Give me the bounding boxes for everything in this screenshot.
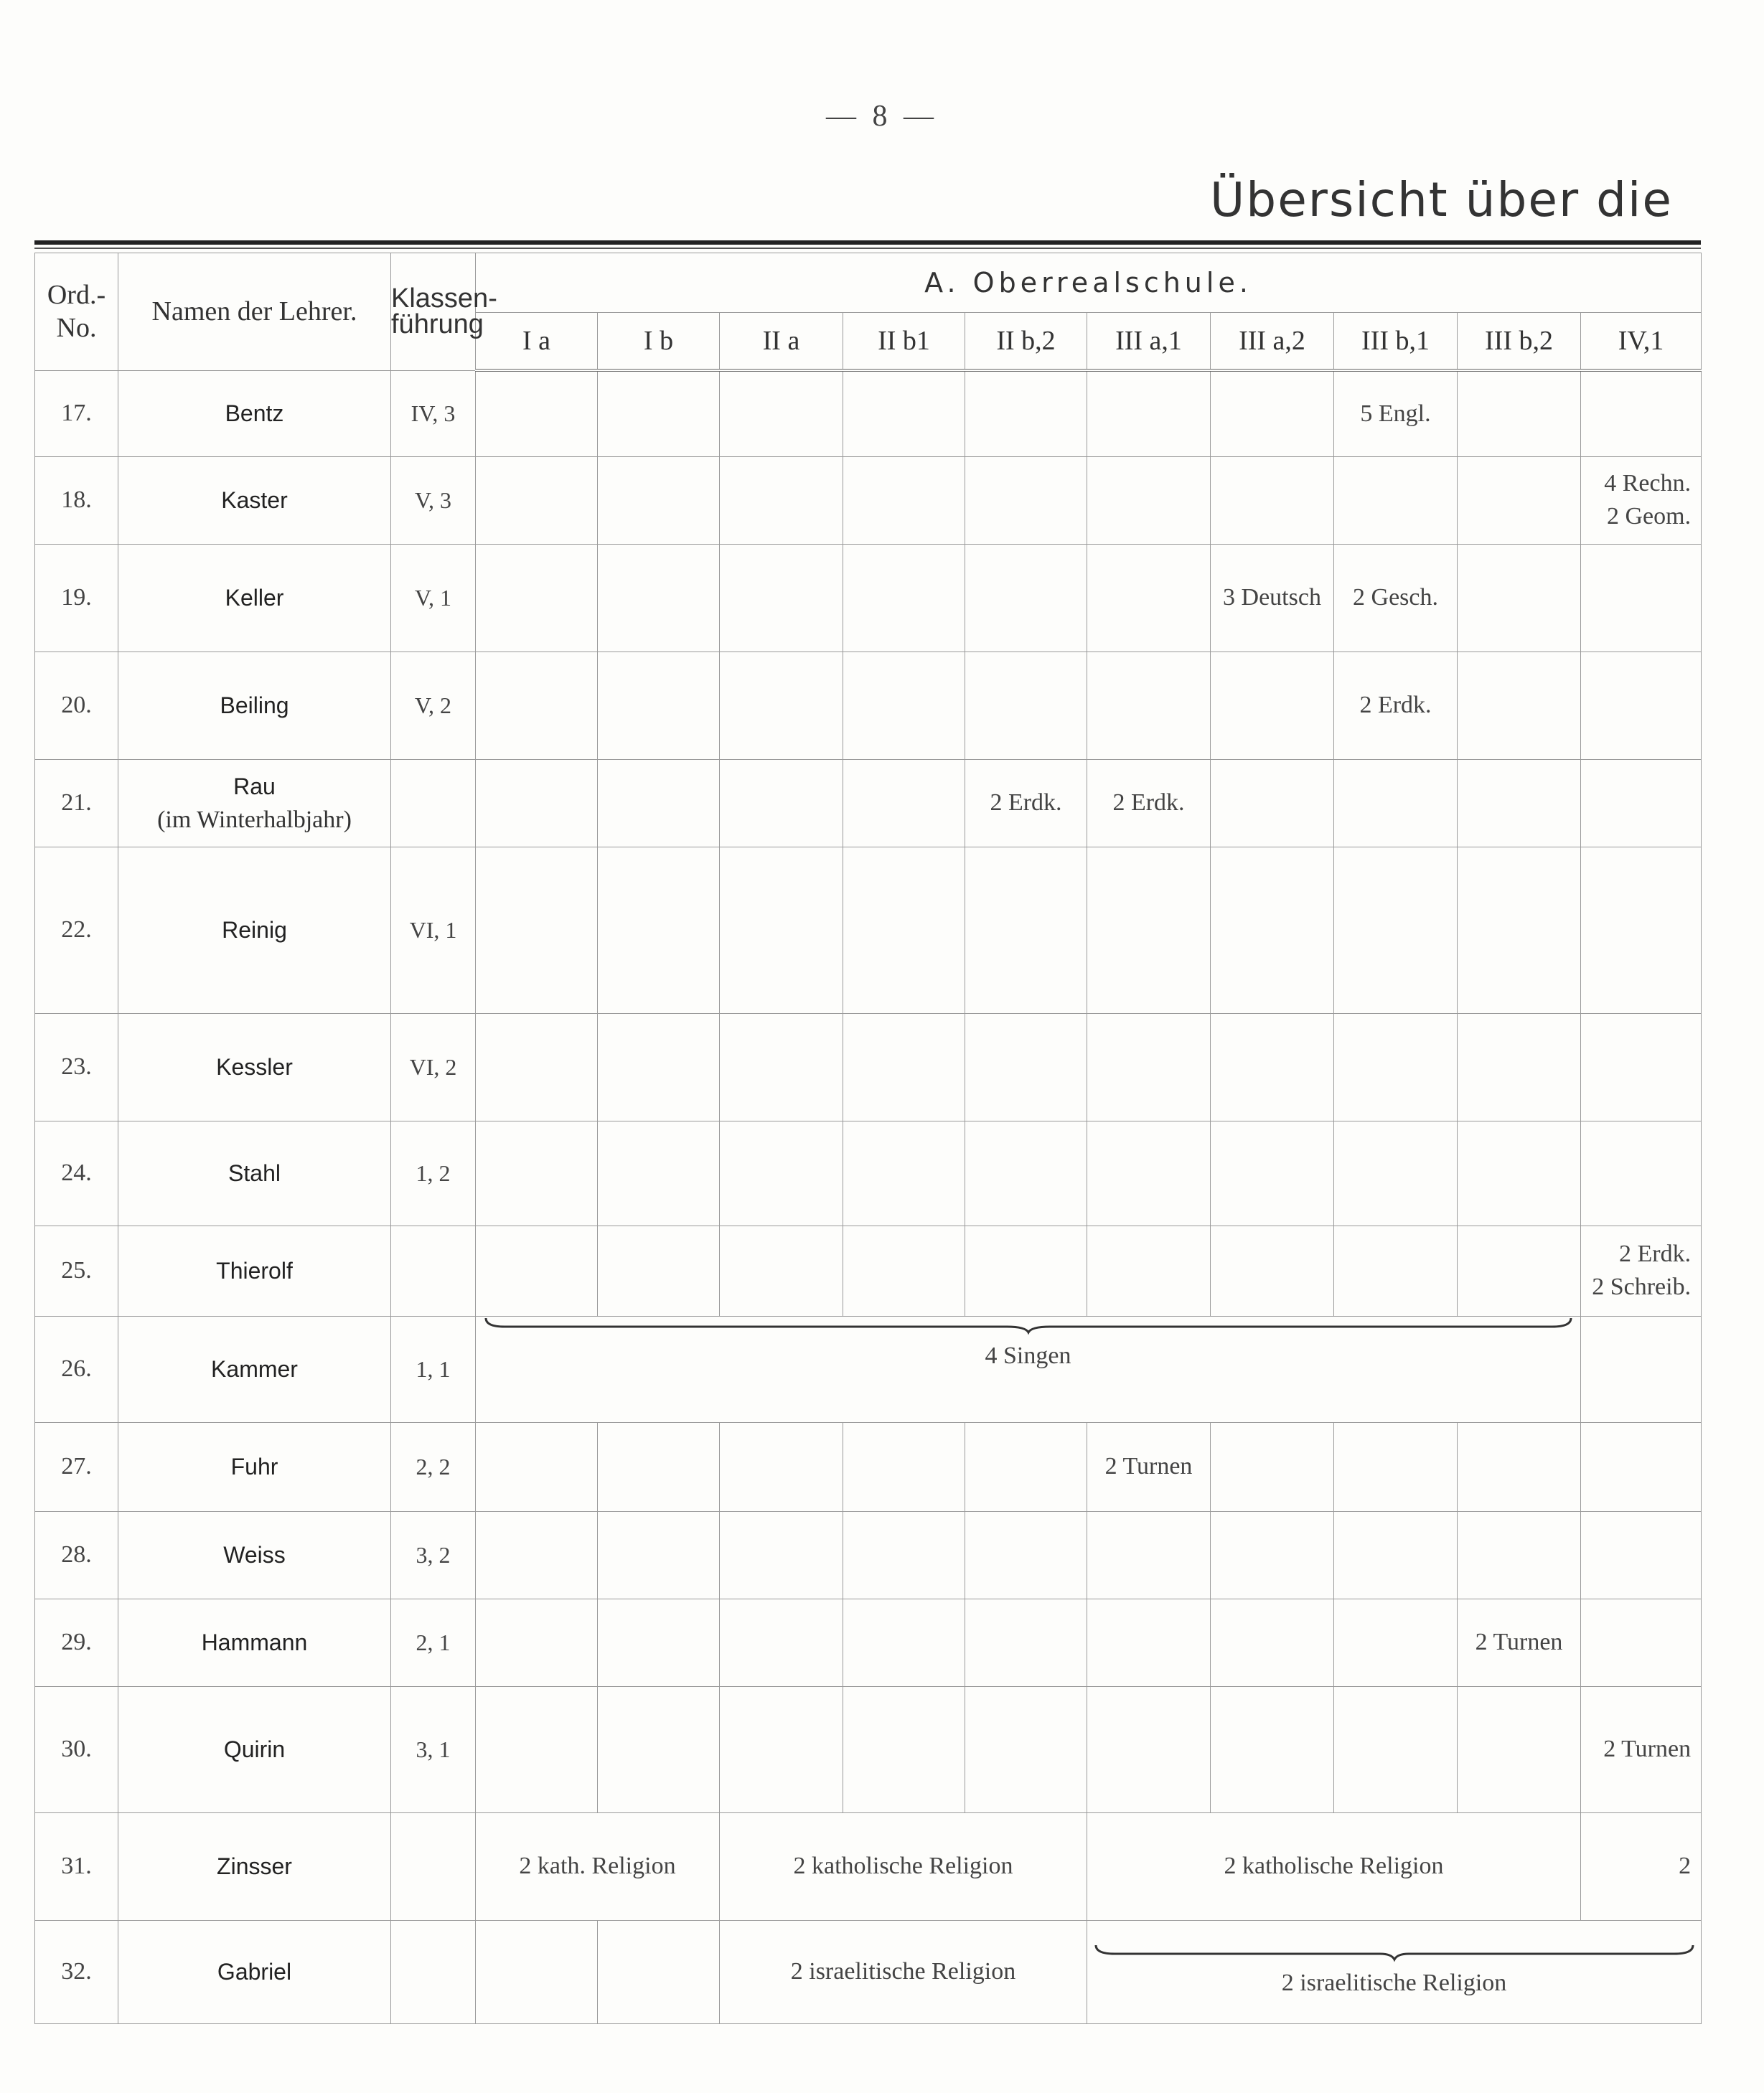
class-header-2: II a (720, 313, 843, 371)
teacher-name-text: Weiss (223, 1542, 286, 1568)
klassenfuehrung: 2, 2 (391, 1422, 476, 1511)
class-cell-iiia1 (1087, 1686, 1211, 1812)
class-cell-iv1 (1581, 370, 1702, 456)
class-cell-ib (598, 1686, 720, 1812)
table-row (35, 1686, 1702, 1812)
class-header-3: II b1 (843, 313, 965, 371)
row-number: 21. (35, 759, 118, 847)
class-cell-iib1 (843, 370, 965, 456)
class-cell-iiia2 (1211, 1599, 1334, 1686)
klassenfuehrung: IV, 3 (391, 370, 476, 456)
class-cell-iib1 (843, 1686, 965, 1812)
class-cell-iv1 (1581, 1121, 1702, 1226)
class-cell-iiia1 (1087, 1013, 1211, 1121)
class-cell-iib1 (843, 1121, 965, 1226)
class-cell-iib1 (843, 544, 965, 652)
table-row (35, 1013, 1702, 1121)
class-cell-ib (598, 1422, 720, 1511)
class-cell-iia (720, 847, 843, 1013)
class-cell-hb2 (1458, 1511, 1581, 1599)
class-cell-iib1 (843, 1511, 965, 1599)
row-number: 20. (35, 652, 118, 759)
class-cell-iiia2 (1211, 1686, 1334, 1812)
class-cell-iia (720, 1121, 843, 1226)
klassenfuehrung (391, 1812, 476, 1920)
class-cell-iia (720, 370, 843, 456)
table-row (35, 1812, 1702, 1920)
class-cell-iib2: 2 Erdk. (965, 759, 1087, 847)
table-row (35, 1226, 1702, 1316)
class-cell-iib2 (965, 847, 1087, 1013)
class-cell-iiia1: 2 Turnen (1087, 1422, 1211, 1511)
table-row (35, 1920, 1702, 2023)
isr-religion-text: 2 israelitische Religion (1281, 1970, 1507, 1996)
brace-icon (483, 1317, 1574, 1334)
brace-icon (1093, 1944, 1696, 1961)
teacher-name-text: Kaster (221, 487, 288, 513)
class-cell-iib2 (965, 370, 1087, 456)
class-header-5: III a,1 (1087, 313, 1211, 371)
class-cell-iib2 (965, 1013, 1087, 1121)
class-cell-hb2 (1458, 652, 1581, 759)
class-cell-ib (598, 370, 720, 456)
class-cell-ia (476, 652, 598, 759)
class-cell-iiia2 (1211, 370, 1334, 456)
class-cell-iib1 (843, 456, 965, 544)
class-cell-ia (476, 1599, 598, 1686)
class-cell-ib (598, 456, 720, 544)
teacher-name (118, 1686, 391, 1812)
class-cell-ia (476, 847, 598, 1013)
span-cell-text: 4 Singen (985, 1342, 1071, 1369)
kath-religion-iiia-iiib: 2 katholische Religion (1087, 1812, 1581, 1920)
class-cell-hb1 (1334, 1013, 1458, 1121)
class-cell-ib (598, 544, 720, 652)
class-cell-hb2 (1458, 456, 1581, 544)
class-cell-iiia2 (1211, 759, 1334, 847)
class-cell-hb2 (1458, 847, 1581, 1013)
class-cell-iiia1 (1087, 544, 1211, 652)
teacher-name-text: Kammer (211, 1356, 298, 1382)
isr-religion-iia-iib2: 2 israelitische Religion (720, 1920, 1087, 2023)
table-row (35, 759, 1702, 847)
teacher-name-text: Thierolf (216, 1258, 293, 1284)
row-number: 19. (35, 544, 118, 652)
teacher-name-text: Bentz (225, 400, 284, 426)
class-header-6: III a,2 (1211, 313, 1334, 371)
isr-religion-iiia-iv (1087, 1920, 1702, 2023)
row-number: 24. (35, 1121, 118, 1226)
class-cell-iv1: 2 Turnen (1581, 1686, 1702, 1812)
class-cell-iiia1 (1087, 456, 1211, 544)
header-kf-line1: Klassen- (391, 283, 497, 314)
class-cell-iiia1 (1087, 1599, 1211, 1686)
class-cell-ib (598, 1599, 720, 1686)
class-cell-hb2 (1458, 1686, 1581, 1812)
row-number: 23. (35, 1013, 118, 1121)
teacher-name (118, 1920, 391, 2023)
class-cell-iiia1 (1087, 1226, 1211, 1316)
class-cell-hb2 (1458, 759, 1581, 847)
class-cell-iiia2 (1211, 847, 1334, 1013)
class-cell-ia (476, 544, 598, 652)
class-cell-iiia2 (1211, 1226, 1334, 1316)
teacher-name (118, 1812, 391, 1920)
class-cell-hb2 (1458, 370, 1581, 456)
teacher-name-text: Fuhr (230, 1454, 278, 1480)
class-cell-iib2 (965, 1422, 1087, 1511)
class-cell-iiia1 (1087, 370, 1211, 456)
header-klassenfuehrung (391, 253, 497, 371)
class-cell-iia (720, 1511, 843, 1599)
class-cell (476, 1920, 598, 2023)
teacher-name-note: (im Winterhalbjahr) (157, 806, 352, 833)
class-cell-hb2: 2 Turnen (1458, 1599, 1581, 1686)
class-cell-iib1 (843, 1013, 965, 1121)
teacher-name (118, 652, 391, 759)
teacher-name-text: Keller (225, 585, 284, 611)
class-cell-iiia2 (1211, 1422, 1334, 1511)
klassenfuehrung: V, 2 (391, 652, 476, 759)
row-number: 22. (35, 847, 118, 1013)
class-cell-hb2 (1458, 1121, 1581, 1226)
teacher-name (118, 1599, 391, 1686)
class-cell-ia (476, 1226, 598, 1316)
class-cell-iia (720, 1686, 843, 1812)
class-cell-iv1 (1581, 1226, 1702, 1316)
class-cell-iv1 (1581, 847, 1702, 1013)
class-cell-iiia2 (1211, 1121, 1334, 1226)
class-cell-iib1 (843, 1226, 965, 1316)
class-cell-iia (720, 1013, 843, 1121)
class-cell-ib (598, 652, 720, 759)
class-cell-ia (476, 759, 598, 847)
klassenfuehrung: V, 1 (391, 544, 476, 652)
class-cell-ia (476, 1121, 598, 1226)
class-cell-iv1 (1581, 1511, 1702, 1599)
class-cell-iia (720, 652, 843, 759)
table-row (35, 1422, 1702, 1511)
kath-religion-ia-ib: 2 kath. Religion (476, 1812, 720, 1920)
class-cell-iia (720, 1226, 843, 1316)
klassenfuehrung: 3, 2 (391, 1511, 476, 1599)
class-cell-hb2 (1458, 1013, 1581, 1121)
class-cell-iiia1 (1087, 652, 1211, 759)
teacher-name-text: Zinsser (217, 1853, 292, 1879)
teacher-name-text: Quirin (223, 1736, 286, 1762)
table-row (35, 456, 1702, 544)
table-row (35, 652, 1702, 759)
header-group-oberrealschule: A. Oberrealschule. (476, 253, 1702, 313)
teacher-name (118, 847, 391, 1013)
teacher-name-text: Gabriel (217, 1959, 292, 1985)
klassenfuehrung: VI, 1 (391, 847, 476, 1013)
class-cell-iiia1: 2 Erdk. (1087, 759, 1211, 847)
class-cell-iiia2 (1211, 652, 1334, 759)
class-cell-iiia1 (1087, 1511, 1211, 1599)
class-header-1: I b (598, 313, 720, 371)
klassenfuehrung: V, 3 (391, 456, 476, 544)
class-cell-iv1 (1581, 1013, 1702, 1121)
class-cell-ia (476, 1422, 598, 1511)
class-cell-hb1 (1334, 759, 1458, 847)
class-cell-ia (476, 1013, 598, 1121)
class-cell-hb2 (1458, 1422, 1581, 1511)
class-cell-hb2 (1458, 1226, 1581, 1316)
class-cell-iib2 (965, 1511, 1087, 1599)
kath-religion-iv1: 2 (1581, 1812, 1702, 1920)
class-cell-iib2 (965, 1226, 1087, 1316)
class-cell-hb1 (1334, 1511, 1458, 1599)
klassenfuehrung: 1, 2 (391, 1121, 476, 1226)
class-header-9: IV,1 (1581, 313, 1702, 371)
table-row (35, 544, 1702, 652)
teacher-name (118, 1121, 391, 1226)
cell-line: 2 Schreib. (1592, 1274, 1692, 1300)
class-header-4: II b,2 (965, 313, 1087, 371)
teacher-name-text: Reinig (222, 917, 287, 943)
class-cell-iiia1 (1087, 847, 1211, 1013)
class-cell-iib2 (965, 1599, 1087, 1686)
span-cell-singen (476, 1316, 1581, 1422)
row-number: 25. (35, 1226, 118, 1316)
teacher-name (118, 1226, 391, 1316)
row-number: 30. (35, 1686, 118, 1812)
class-cell-hb1: 2 Gesch. (1334, 544, 1458, 652)
teacher-schedule-table (34, 253, 1702, 2024)
class-cell-iib2 (965, 544, 1087, 652)
class-cell-hb1 (1334, 1599, 1458, 1686)
table-row (35, 370, 1702, 456)
top-rule-thin (34, 248, 1701, 249)
class-cell-iv1 (1581, 652, 1702, 759)
class-header-8: III b,2 (1458, 313, 1581, 371)
class-cell-iib1 (843, 1422, 965, 1511)
class-cell-ia (476, 1511, 598, 1599)
teacher-name (118, 759, 391, 847)
table-row (35, 1121, 1702, 1226)
class-cell-ib (598, 1013, 720, 1121)
row-number: 17. (35, 370, 118, 456)
class-cell-hb1 (1334, 1686, 1458, 1812)
teacher-name-text: Beiling (220, 692, 289, 718)
class-cell-iia (720, 1599, 843, 1686)
class-cell-ia (476, 456, 598, 544)
class-cell-ia (476, 370, 598, 456)
teacher-name-text: Rau (233, 773, 276, 799)
klassenfuehrung: 1, 1 (391, 1316, 476, 1422)
teacher-name-text: Stahl (228, 1160, 281, 1186)
class-cell-ib (598, 847, 720, 1013)
class-cell-hb1 (1334, 1121, 1458, 1226)
class-cell (1581, 1316, 1702, 1422)
class-cell-iib1 (843, 652, 965, 759)
class-cell-iv1 (1581, 456, 1702, 544)
teacher-name (118, 1422, 391, 1511)
class-cell-iiia2 (1211, 1013, 1334, 1121)
header-ord-no-line2: No. (56, 313, 97, 344)
class-cell-iib2 (965, 1121, 1087, 1226)
page-number: — 8 — (826, 100, 938, 133)
row-number: 29. (35, 1599, 118, 1686)
klassenfuehrung: 2, 1 (391, 1599, 476, 1686)
class-cell-iiia1 (1087, 1121, 1211, 1226)
table-row (35, 1511, 1702, 1599)
class-cell-iia (720, 759, 843, 847)
cell-line: 4 Rechn. (1604, 470, 1692, 497)
teacher-name (118, 456, 391, 544)
top-rule (34, 240, 1701, 245)
class-cell-iia (720, 456, 843, 544)
cell-line: 2 Geom. (1607, 503, 1692, 530)
header-kf-line2: führung (391, 309, 484, 340)
class-cell-iiia2 (1211, 1511, 1334, 1599)
class-cell-ia (476, 1686, 598, 1812)
class-cell-iib1 (843, 1599, 965, 1686)
row-number: 18. (35, 456, 118, 544)
class-cell-hb1: 2 Erdk. (1334, 652, 1458, 759)
teacher-name (118, 1013, 391, 1121)
class-cell-hb1 (1334, 847, 1458, 1013)
class-cell-iv1 (1581, 1422, 1702, 1511)
klassenfuehrung: 3, 1 (391, 1686, 476, 1812)
class-cell-ib (598, 1121, 720, 1226)
row-number: 31. (35, 1812, 118, 1920)
class-cell-iib1 (843, 847, 965, 1013)
class-cell-hb1 (1334, 1422, 1458, 1511)
class-cell-iib2 (965, 1686, 1087, 1812)
kath-religion-iia-iib2: 2 katholische Religion (720, 1812, 1087, 1920)
class-cell-iia (720, 1422, 843, 1511)
class-cell-ib (598, 759, 720, 847)
class-cell-hb2 (1458, 544, 1581, 652)
class-cell-iv1 (1581, 1599, 1702, 1686)
table-row (35, 1316, 1702, 1422)
class-cell-ib (598, 1226, 720, 1316)
class-header-0: I a (476, 313, 598, 371)
klassenfuehrung (391, 1920, 476, 2023)
header-names: Namen der Lehrer. (118, 253, 391, 371)
class-cell-hb1: 5 Engl. (1334, 370, 1458, 456)
header-ord-no-line1: Ord.- (47, 280, 106, 311)
class-cell-ib (598, 1511, 720, 1599)
klassenfuehrung (391, 759, 476, 847)
class-cell-iiia2 (1211, 456, 1334, 544)
class-cell-iib1 (843, 759, 965, 847)
class-cell-hb1 (1334, 1226, 1458, 1316)
page-heading: Übersicht über die (1210, 172, 1673, 227)
teacher-name (118, 370, 391, 456)
table-row (35, 847, 1702, 1013)
klassenfuehrung: VI, 2 (391, 1013, 476, 1121)
class-cell-iv1 (1581, 759, 1702, 847)
row-number: 27. (35, 1422, 118, 1511)
class-cell-iiia2: 3 Deutsch (1211, 544, 1334, 652)
teacher-name (118, 1511, 391, 1599)
class-cell-iib2 (965, 652, 1087, 759)
teacher-name (118, 1316, 391, 1422)
class-cell (598, 1920, 720, 2023)
cell-line: 2 Erdk. (1619, 1241, 1692, 1267)
class-cell-hb1 (1334, 456, 1458, 544)
teacher-name-text: Kessler (216, 1054, 293, 1080)
row-number: 26. (35, 1316, 118, 1422)
class-header-7: III b,1 (1334, 313, 1458, 371)
row-number: 32. (35, 1920, 118, 2023)
teacher-name (118, 544, 391, 652)
class-cell-iv1 (1581, 544, 1702, 652)
klassenfuehrung (391, 1226, 476, 1316)
header-ord-no (35, 253, 118, 371)
row-number: 28. (35, 1511, 118, 1599)
class-cell-iia (720, 544, 843, 652)
teacher-name-text: Hammann (201, 1629, 308, 1655)
class-cell-iib2 (965, 456, 1087, 544)
table-row (35, 1599, 1702, 1686)
